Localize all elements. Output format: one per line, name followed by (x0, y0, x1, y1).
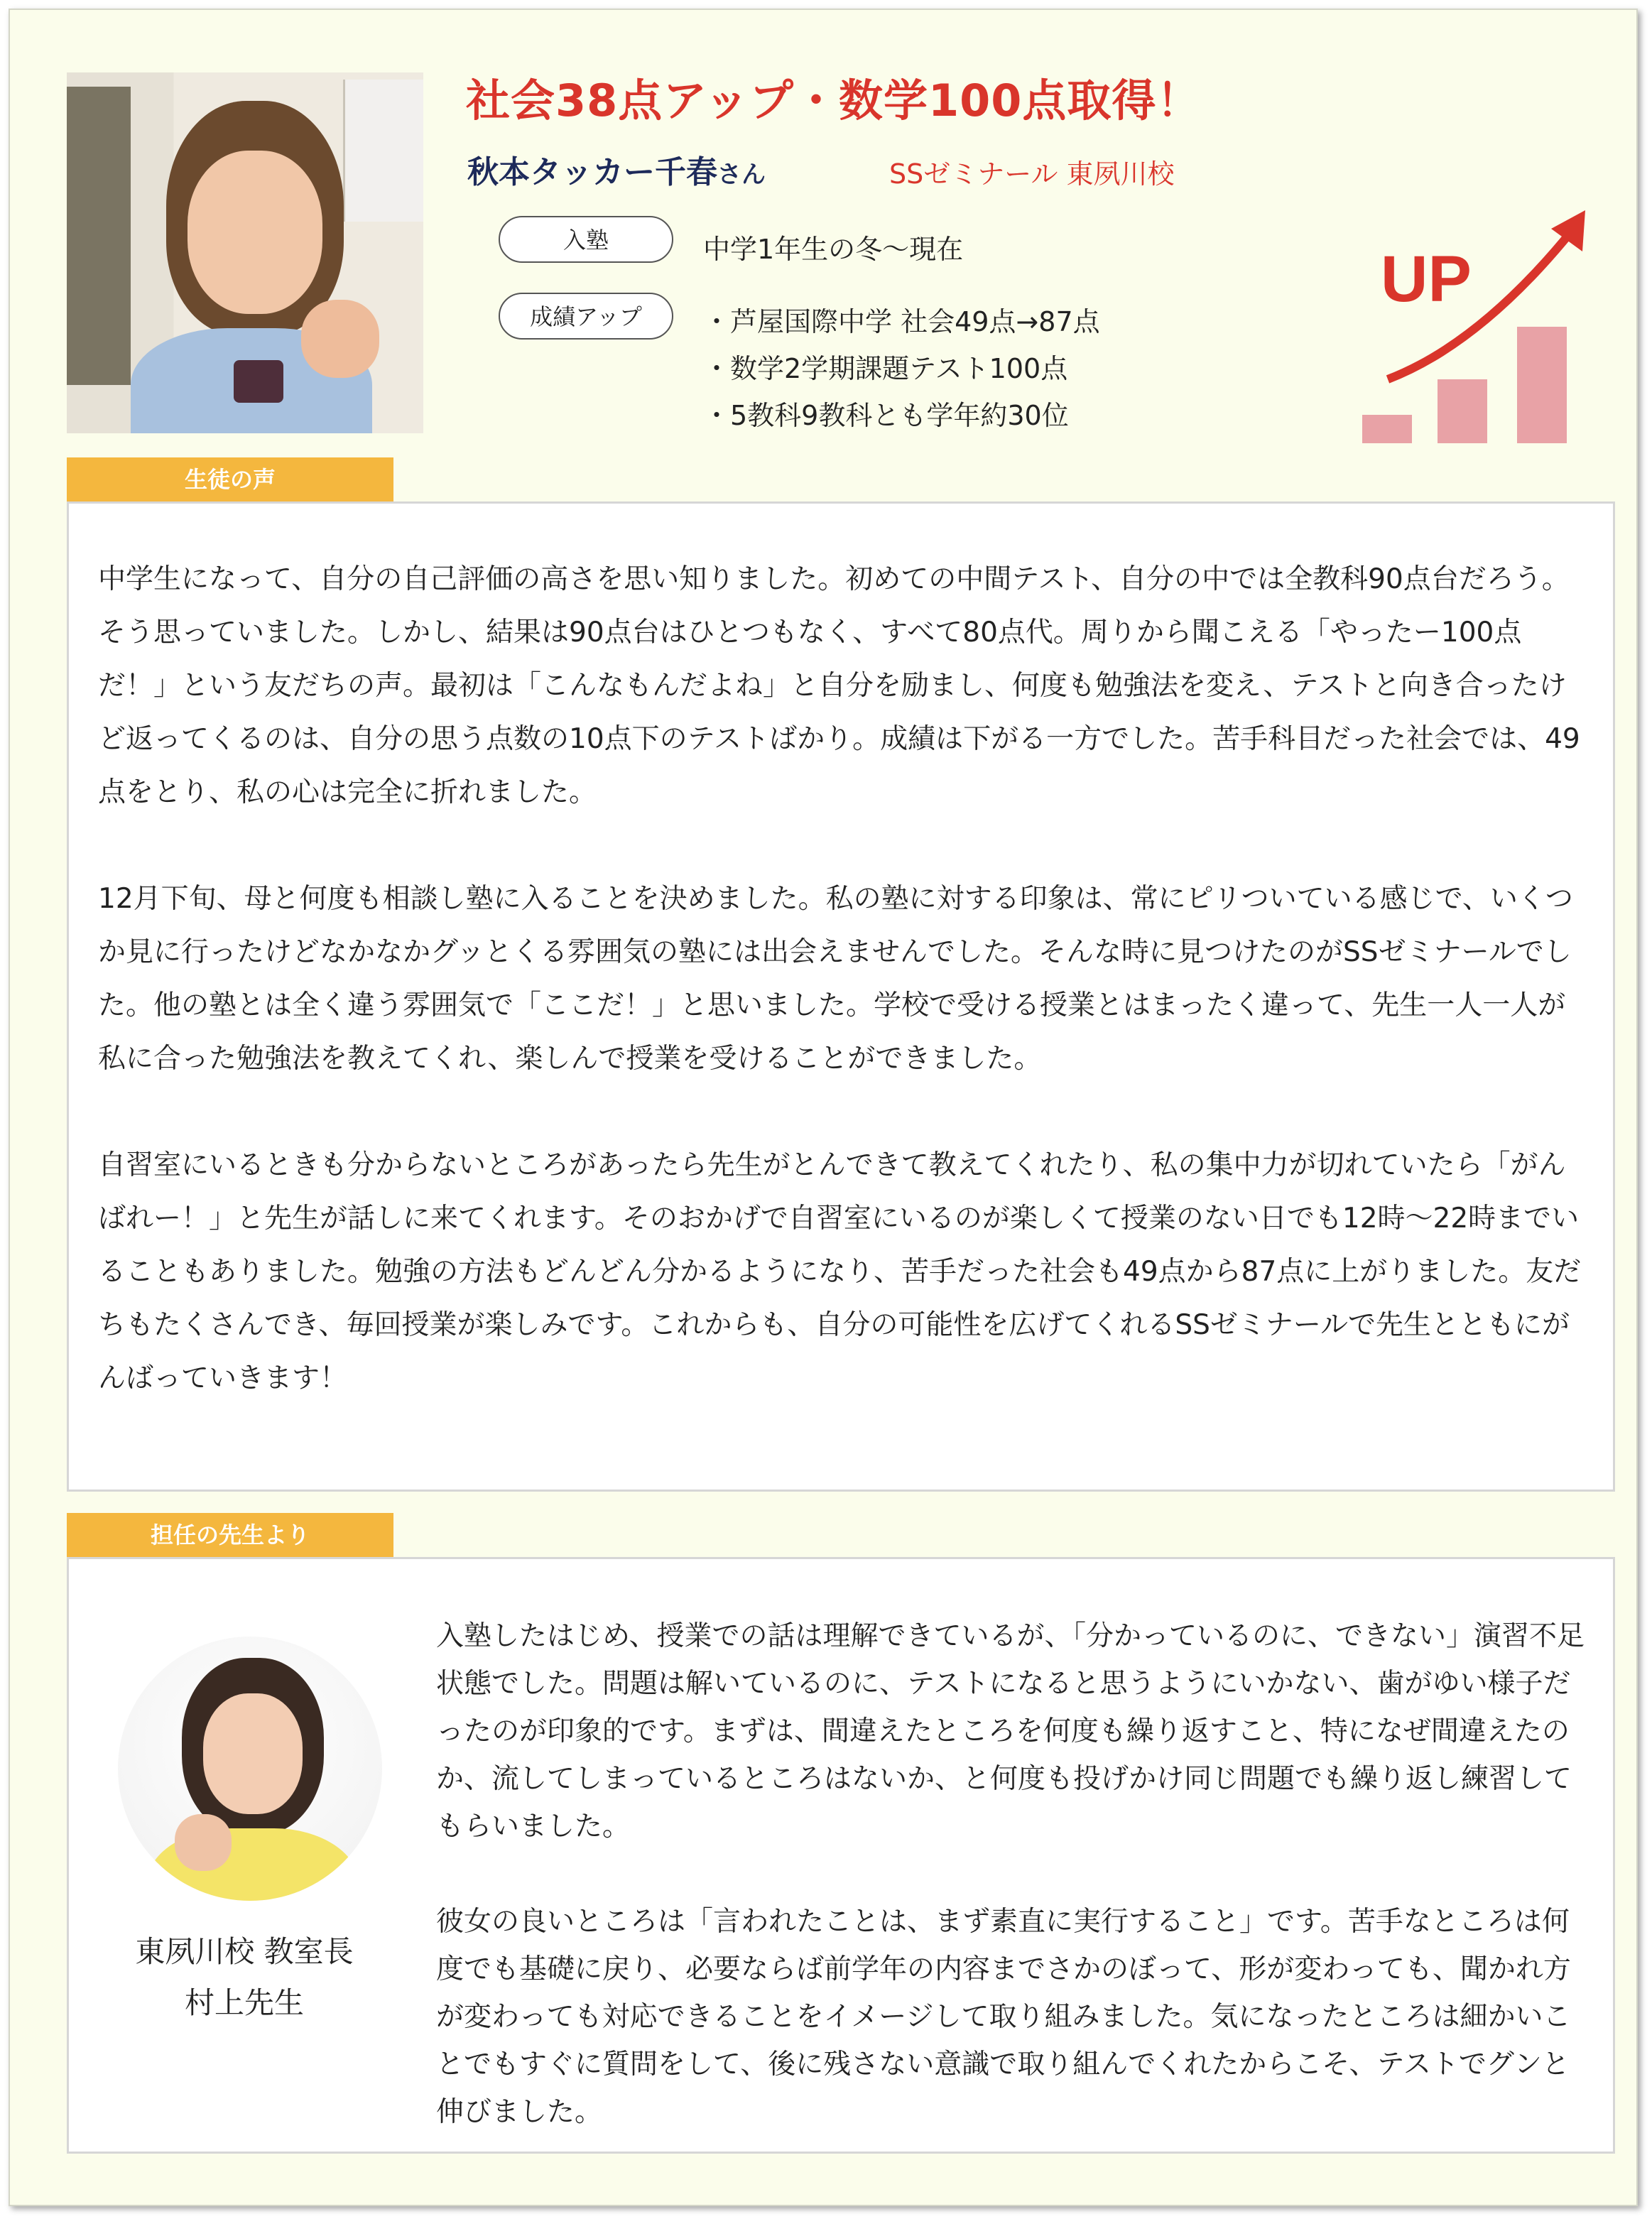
student-name-text: 秋本タッカー千春 (467, 154, 717, 190)
teacher-paragraph: 入塾したはじめ、授業での話は理解できているが、「分かっているのに、できない」演習不足状態でした。問題は解いているのに、テストになると思うようにいかない、歯がゆい様子だったのが印象的です。まずは、間違えたところを何度も繰り返すこと、特になぜ間違えたのか、流してしまっているところはないか、と何度も投げかけ同じ問題でも繰り返し練習してもらいました。 (436, 1620, 1585, 1843)
up-label: UP (1381, 243, 1472, 315)
voice-paragraph: 12月下旬、母と何度も相談し塾に入ることを決めました。私の塾に対する印象は、常にピリついている感じで、いくつか見に行ったけどなかなかグッとくる雰囲気の塾には出会えませんでした。そんな時に見つけたのがSSゼミナールでした。他の塾とは全く違う雰囲気で「ここだ！」と思いました。学校で受ける授業とはまったく違って、先生一人一人が私に合った勉強法を教えてくれ、楽しんで授業を受けることができました。 (98, 883, 1573, 1075)
teacher-message (436, 1612, 1587, 2136)
student-photo (67, 72, 423, 433)
enroll-value: 中学1年生の冬〜現在 (703, 234, 964, 265)
page-title: 社会38点アップ・数学100点取得！ (466, 75, 1202, 126)
enroll-label: 入塾 (499, 216, 673, 263)
achievement-item: ・芦屋国際中学 社会49点→87点 (703, 306, 1100, 337)
student-name (467, 146, 766, 192)
teacher-info (67, 1926, 422, 2029)
student-suffix: さん (717, 161, 766, 189)
student-voice-text (98, 553, 1589, 1405)
teacher-avatar (118, 1637, 382, 1901)
teacher-paragraph: 彼女の良いところは「言われたことは、まず素直に実行すること」です。苦手なところは何度でも基礎に戻り、必要ならば前学年の内容までさかのぼって、形が変わっても、聞かれ方が変わっても対応できることをイメージして取り組みました。気になったところは細かいことでもすぐに質問をして、後に残さない意識で取り組んでくれたからこそ、テストでグンと伸びました。 (436, 1906, 1571, 2128)
achievement-item: ・5教科9教科とも学年約30位 (703, 400, 1069, 431)
achievement-item: ・数学2学期課題テスト100点 (703, 353, 1068, 384)
teacher-name: 村上先生 (184, 1985, 304, 2020)
up-bar-3 (1517, 327, 1567, 443)
up-bar-2 (1438, 379, 1487, 443)
voice-paragraph: 自習室にいるときも分からないところがあったら先生がとんできて教えてくれたり、私の集中力が切れていたら「がんばれー！」と先生が話しに来てくれます。そのおかげで自習室にいるのが楽しくて授業のない日でも12時〜22時までいることもありました。勉強の方法もどんどん分かるようになり、苦手だった社会も49点から87点に上がりました。友だちもたくさんでき、毎回授業が楽しみです。これからも、自分の可能性を広げてくれるSSゼミナールで先生とともにがんばっていきます！ (98, 1149, 1582, 1394)
school-name: SSゼミナール 東夙川校 (889, 158, 1175, 190)
student-voice-tab: 生徒の声 (67, 457, 393, 501)
achievement-list (703, 298, 1100, 439)
voice-paragraph: 中学生になって、自分の自己評価の高さを思い知りました。初めての中間テスト、自分の中では全教科90点台だろう。そう思っていました。しかし、結果は90点台はひとつもなく、すべて80点代。周りから聞こえる「やったー100点だ！」という友だちの声。最初は「こんなもんだよね」と自分を励まし、何度も勉強法を変え、テストと向き合ったけど返ってくるのは、自分の思う点数の10点下のテストばかり。成績は下がる一方でした。苦手科目だった社会では、49点をとり、私の心は完全に折れました。 (98, 563, 1580, 808)
teacher-tab: 担任の先生より (67, 1513, 393, 1557)
grade-up-chart-icon (1359, 202, 1601, 450)
grade-up-label: 成績アップ (499, 293, 673, 340)
teacher-role: 東夙川校 教室長 (135, 1934, 354, 1969)
up-bar-1 (1362, 415, 1412, 443)
testimonial-card (9, 9, 1638, 2206)
